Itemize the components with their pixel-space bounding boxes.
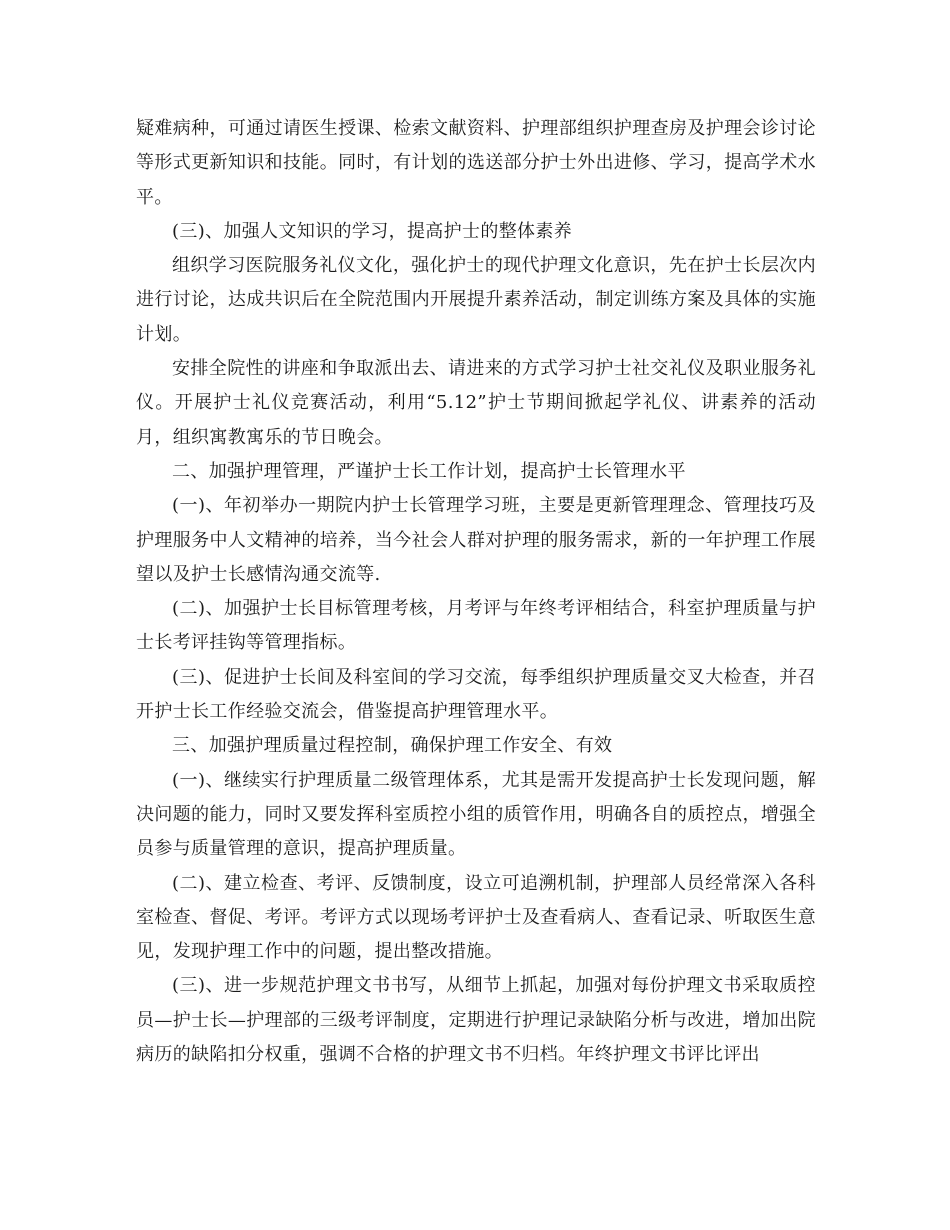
paragraph-target-assessment: (二)、加强护士长目标管理考核，月考评与年终考评相结合，科室护理质量与护士长考评挂钩等管理指标。 bbox=[136, 598, 816, 654]
paragraph-exchange-learning: (三)、促进护士长间及科室间的学习交流，每季组织护理质量交叉大检查，并召开护士长工作经验交流会，借鉴提高护理管理水平。 bbox=[136, 666, 816, 723]
paragraph-continued-training: 疑难病种，可通过请医生授课、检索文献资料、护理部组织护理查房及护理会诊讨论等形式更新知识和技能。同时，有计划的选送部分护士外出进修、学习，提高学术水平。 bbox=[136, 118, 816, 208]
paragraph-nursing-documents: (三)、进一步规范护理文书书写，从细节上抓起，加强对每份护理文书采取质控员—护士长—护理部的三级考评制度，定期进行护理记录缺陷分析与改进，增加出院病历的缺陷扣分权重，强调不合格的护理文书不归档。年终护理文书评比评出 bbox=[136, 975, 816, 1066]
paragraph-two-level-management: (一)、继续实行护理质量二级管理体系，尤其是需开发提高护士长发现问题，解决问题的能力，同时又要发挥科室质控小组的质管作用，明确各自的质控点，增强全员参与质量管理的意识，提高护理质量。 bbox=[136, 769, 816, 860]
paragraph-lectures-etiquette: 安排全院性的讲座和争取派出去、请进来的方式学习护士社交礼仪及职业服务礼仪。开展护士礼仪竞赛活动，利用“5.12”护士节期间掀起学礼仪、讲素养的活动月，组织寓教寓乐的节日晚会。 bbox=[136, 358, 816, 448]
paragraph-etiquette-culture: 组织学习医院服务礼仪文化，强化护士的现代护理文化意识，先在护士长层次内进行讨论，达成共识后在全院范围内开展提升素养活动，制定训练方案及具体的实施计划。 bbox=[136, 255, 816, 345]
paragraph-inspection-feedback: (二)、建立检查、考评、反馈制度，设立可追溯机制，护理部人员经常深入各科室检查、督促、考评。考评方式以现场考评护士及查看病人、查看记录、听取医生意见，发现护理工作中的问题，提出整改措施。 bbox=[136, 872, 816, 963]
paragraph-head-nurse-training: (一)、年初举办一期院内护士长管理学习班，主要是更新管理理念、管理技巧及护理服务中人文精神的培养，当今社会人群对护理的服务需求，新的一年护理工作展望以及护士长感情沟通交流等. bbox=[136, 495, 816, 585]
heading-humanities-learning: (三)、加强人文知识的学习，提高护士的整体素养 bbox=[172, 220, 573, 242]
document-body bbox=[136, 112, 816, 1072]
heading-nursing-management: 二、加强护理管理，严谨护士长工作计划，提高护士长管理水平 bbox=[172, 460, 686, 482]
heading-quality-control: 三、加强护理质量过程控制，确保护理工作安全、有效 bbox=[172, 735, 613, 757]
